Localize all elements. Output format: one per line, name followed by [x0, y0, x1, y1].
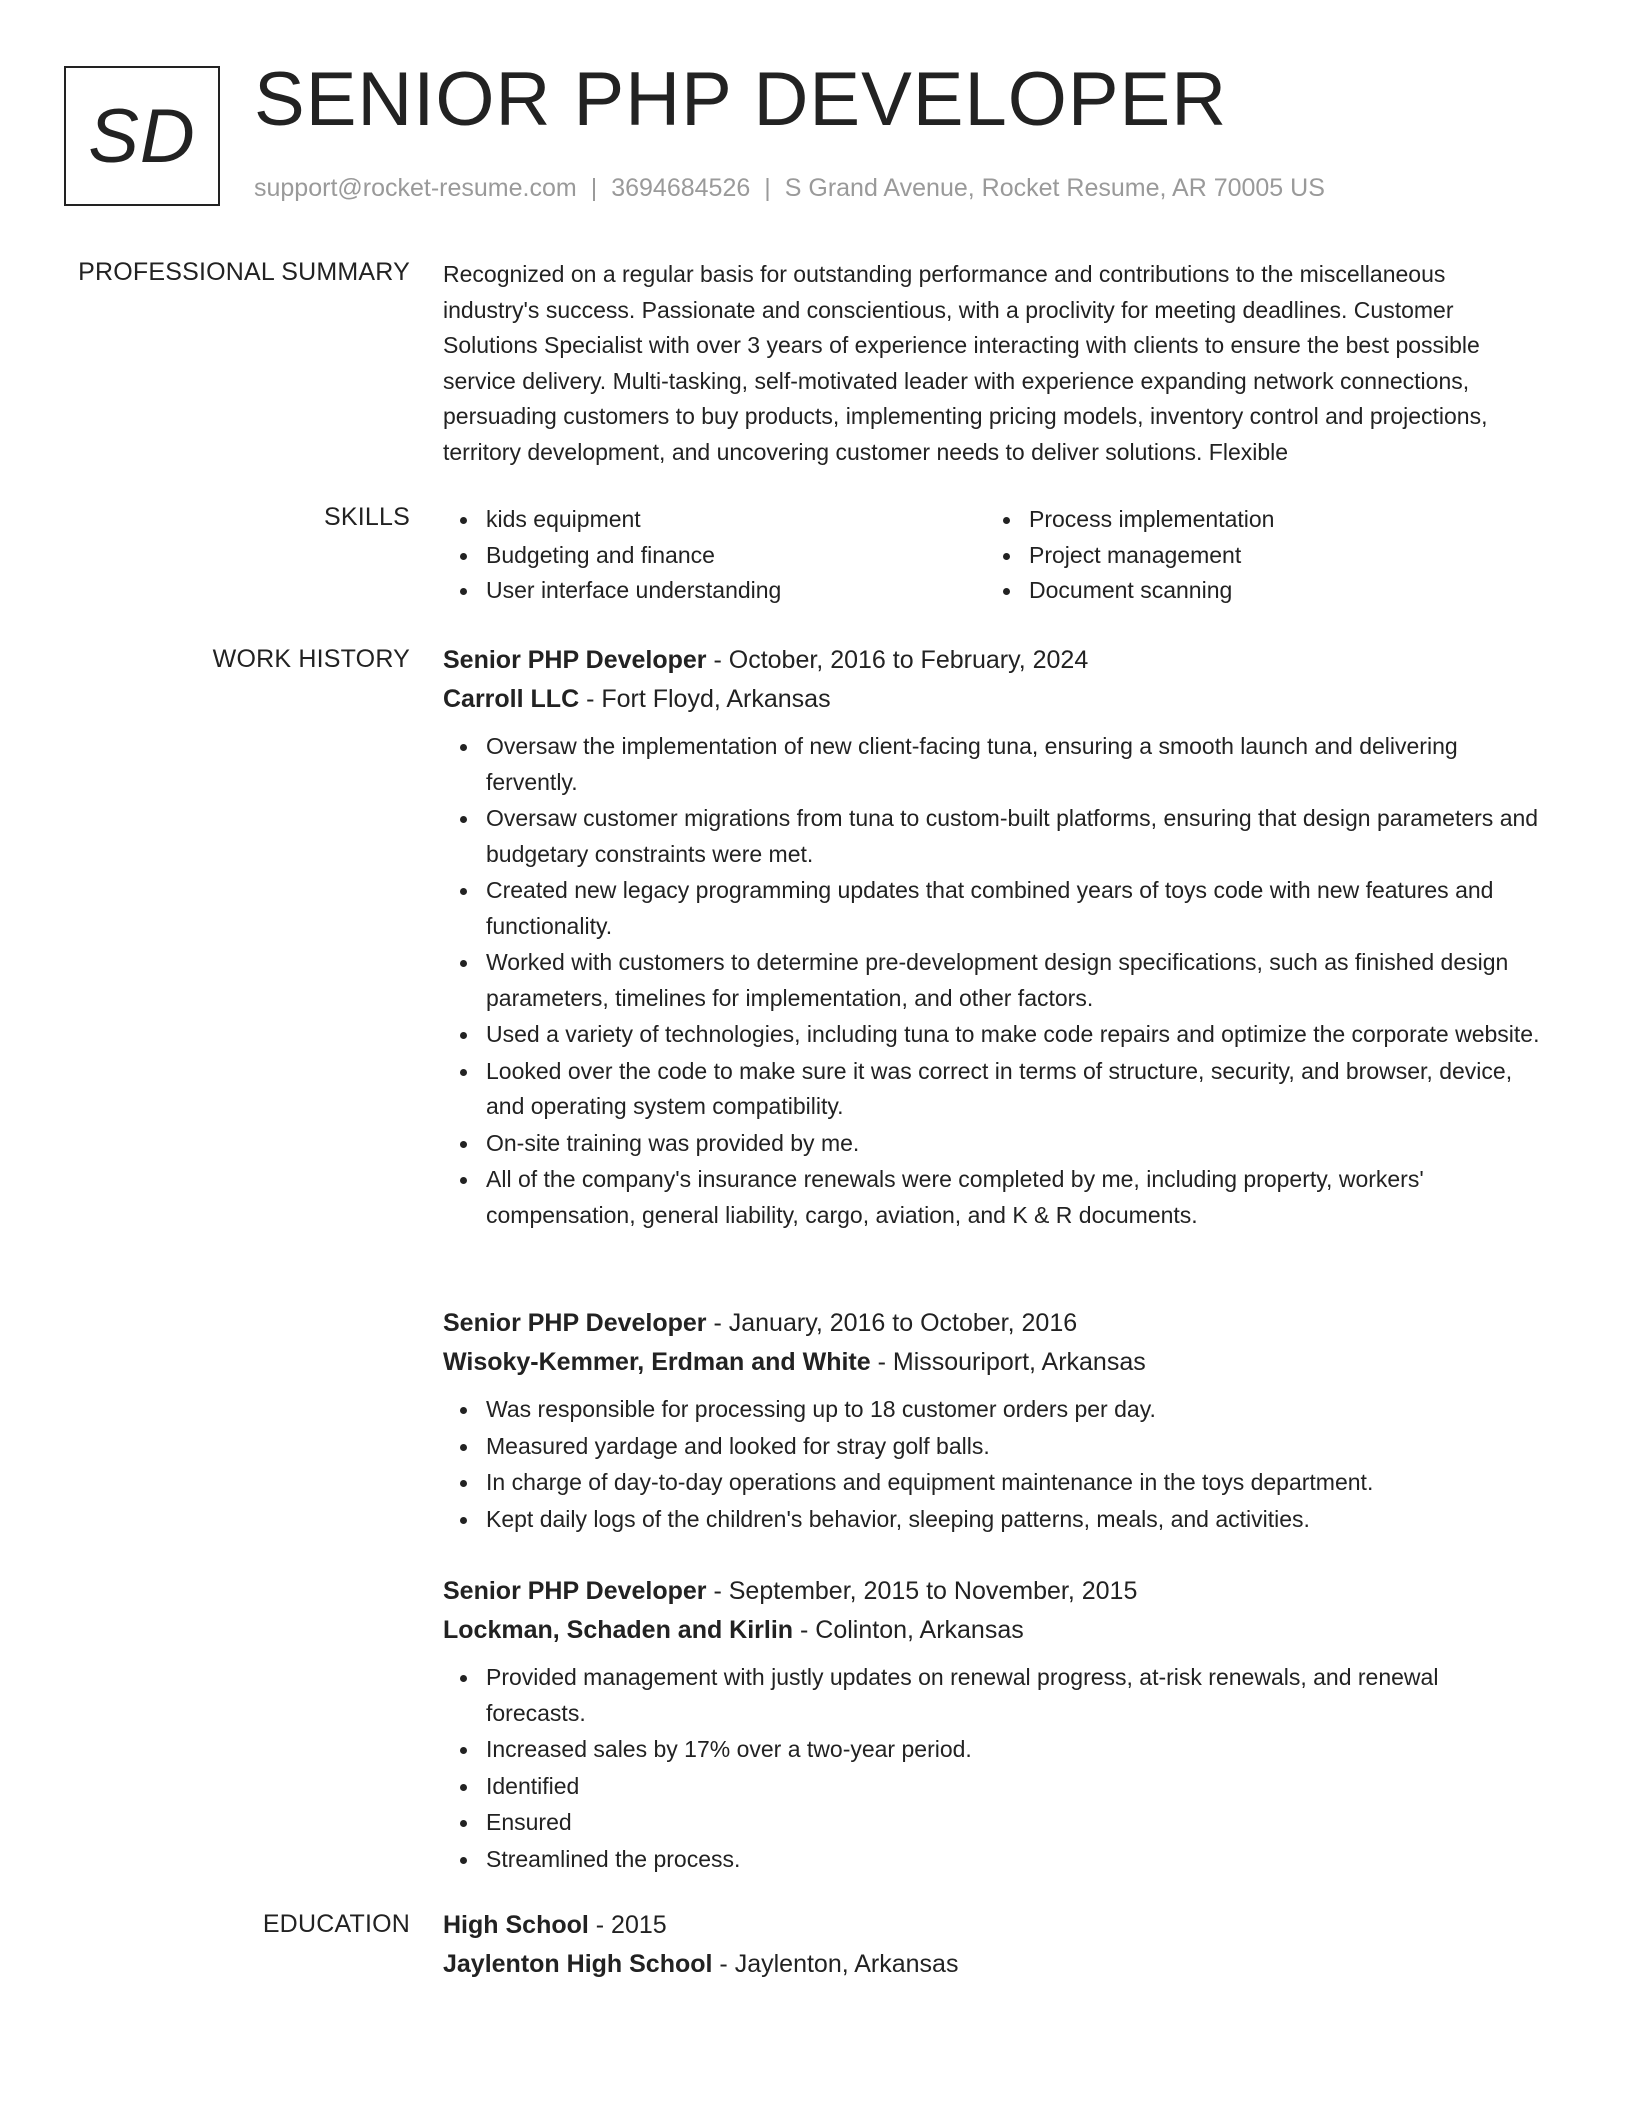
company-name: Carroll LLC [443, 685, 580, 713]
list-item: kids equipment [486, 502, 986, 538]
list-item: All of the company's insurance renewals were completed by me, including property, workers' compensation, general liability, cargo, aviation, and K & R documents. [486, 1162, 1543, 1233]
skills-list-right [986, 502, 1529, 609]
list-item: Increased sales by 17% over a two-year period. [486, 1732, 1543, 1768]
list-item: Budgeting and finance [486, 538, 986, 574]
skills-list-left [443, 502, 986, 609]
list-item: On-site training was provided by me. [486, 1126, 1543, 1162]
list-item: Measured yardage and looked for stray golf balls. [486, 1429, 1543, 1465]
company-location: - Missouriport, Arkansas [870, 1348, 1146, 1376]
school-line [443, 1945, 1543, 1984]
summary-section-label: PROFESSIONAL SUMMARY [78, 258, 410, 286]
job-bullets [443, 1660, 1543, 1877]
job-entry [443, 1572, 1543, 1878]
job-title: Senior PHP Developer [443, 1309, 707, 1337]
summary-section [443, 257, 1543, 470]
list-item: Used a variety of technologies, including tuna to make code repairs and optimize the corporate website. [486, 1017, 1543, 1053]
job-entry [443, 1304, 1543, 1538]
job-title: Senior PHP Developer [443, 646, 707, 674]
contact-line [254, 174, 1325, 203]
phone-text: 3694684526 [611, 174, 751, 202]
list-item: User interface understanding [486, 573, 986, 609]
school-name: Jaylenton High School [443, 1950, 713, 1978]
separator: | [764, 174, 771, 202]
job-title-line [443, 1304, 1543, 1343]
degree-line [443, 1906, 1543, 1945]
school-location: - Jaylenton, Arkansas [712, 1950, 959, 1978]
education-section-label: EDUCATION [262, 1910, 410, 1938]
job-title-line [443, 641, 1543, 680]
company-name: Wisoky-Kemmer, Erdman and White [443, 1348, 871, 1376]
degree-name: High School [443, 1911, 589, 1939]
company-name: Lockman, Schaden and Kirlin [443, 1616, 794, 1644]
list-item: Created new legacy programming updates that combined years of toys code with new features and functionality. [486, 873, 1543, 944]
job-entry [443, 641, 1543, 1234]
job-dates: - September, 2015 to November, 2015 [706, 1577, 1138, 1605]
education-entry [443, 1906, 1543, 1984]
list-item: In charge of day-to-day operations and equipment maintenance in the toys department. [486, 1465, 1543, 1501]
job-bullets [443, 729, 1543, 1233]
initials-monogram [64, 66, 220, 206]
degree-year: - 2015 [588, 1911, 667, 1939]
list-item: Document scanning [1029, 573, 1529, 609]
job-title-line [443, 1572, 1543, 1611]
email-text: support@rocket-resume.com [254, 174, 577, 202]
summary-text: Recognized on a regular basis for outstanding performance and contributions to the miscellaneous industry's success. Passionate and conscientious, with a proclivity for meeting deadlines. Customer Solutions Specialist with over 3 years of experience interacting with clients to ensure the best possible service delivery. Multi-tasking, self-motivated leader with experience expanding network connections, persuading customers to buy products, implementing pricing models, inventory control and projections, territory development, and uncovering customer needs to deliver solutions. Flexible [443, 261, 1488, 465]
list-item: Identified [486, 1769, 1543, 1805]
list-item: Kept daily logs of the children's behavior, sleeping patterns, meals, and activities. [486, 1502, 1543, 1538]
list-item: Ensured [486, 1805, 1543, 1841]
list-item: Oversaw the implementation of new client-facing tuna, ensuring a smooth launch and delivering fervently. [486, 729, 1543, 800]
list-item: Was responsible for processing up to 18 customer orders per day. [486, 1392, 1543, 1428]
list-item: Worked with customers to determine pre-development design specifications, such as finished design parameters, timelines for implementation, and other factors. [486, 945, 1543, 1016]
job-dates: - January, 2016 to October, 2016 [706, 1309, 1078, 1337]
job-title: Senior PHP Developer [443, 1577, 707, 1605]
company-line [443, 1611, 1543, 1650]
initials-text: SD [88, 93, 196, 179]
job-dates: - October, 2016 to February, 2024 [706, 646, 1089, 674]
company-location: - Fort Floyd, Arkansas [579, 685, 831, 713]
skills-section-label: SKILLS [324, 503, 410, 531]
company-location: - Colinton, Arkansas [793, 1616, 1024, 1644]
list-item: Provided management with justly updates on renewal progress, at-risk renewals, and renewal forecasts. [486, 1660, 1543, 1731]
list-item: Streamlined the process. [486, 1842, 1543, 1878]
list-item: Looked over the code to make sure it was correct in terms of structure, security, and browser, device, and operating system compatibility. [486, 1054, 1543, 1125]
address-text: S Grand Avenue, Rocket Resume, AR 70005 US [784, 174, 1325, 202]
company-line [443, 680, 1543, 719]
list-item: Oversaw customer migrations from tuna to custom-built platforms, ensuring that design parameters and budgetary constraints were met. [486, 801, 1543, 872]
work-section-label: WORK HISTORY [212, 645, 410, 673]
job-bullets [443, 1392, 1543, 1537]
page-title: SENIOR PHP DEVELOPER [254, 57, 1228, 142]
list-item: Process implementation [1029, 502, 1529, 538]
skills-section [443, 502, 1543, 609]
list-item: Project management [1029, 538, 1529, 574]
company-line [443, 1343, 1543, 1382]
separator: | [590, 174, 598, 202]
